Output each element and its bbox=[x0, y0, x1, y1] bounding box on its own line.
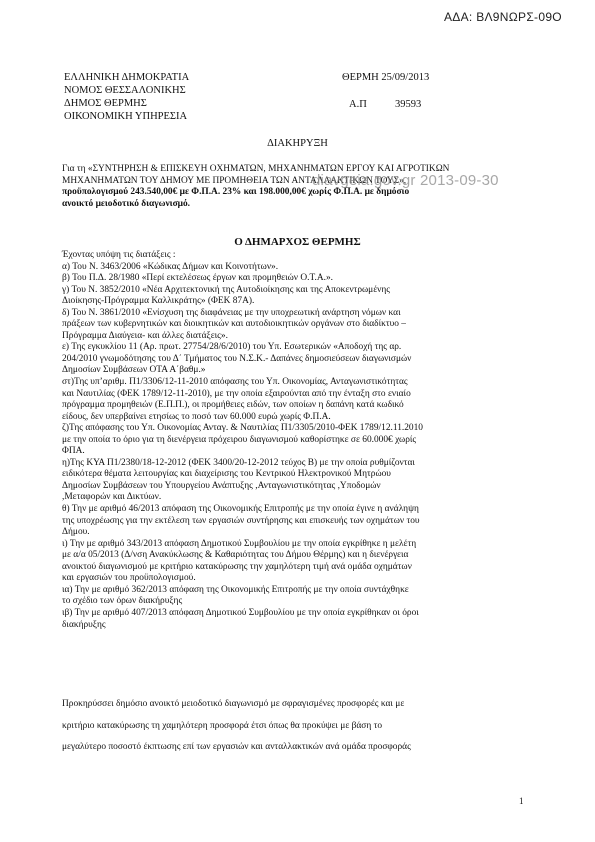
protocol-ref bbox=[349, 98, 421, 111]
issuer-line: ΕΛΛΗΝΙΚΗ ΔΗΜΟΚΡΑΤΙΑ bbox=[64, 72, 190, 83]
text-line: ΦΠΑ. bbox=[62, 446, 85, 457]
text-line: και Ναυτιλίας (ΦΕΚ 1789/12-11-2010), με την οποία εξαιρούνται από την ένταξη στο ενιαίο bbox=[62, 388, 411, 399]
section-title: Ο ΔΗΜΑΡΧΟΣ ΘΕΡΜΗΣ bbox=[234, 236, 361, 248]
closing-text bbox=[62, 690, 540, 763]
text-line: Έχοντας υπόψη τις διατάξεις : bbox=[62, 250, 176, 260]
text-line: πράξεων των κυβερνητικών και διοικητικών και αυτοδιοικητικών οργάνων στο διαδίκτυο – bbox=[62, 319, 406, 330]
diavgeia-watermark: diavgeia.gov.gr 2013-09-30 bbox=[312, 172, 499, 189]
text-line: κριτήριο κατακύρωσης τη χαμηλότερη προσφορά έτσι όπως θα προκύψει με βάση το bbox=[62, 720, 383, 731]
issuer-block bbox=[64, 71, 189, 123]
text-line: μεγαλύτερο ποσοστό έκπτωσης επί των εργασιών και ανταλλακτικών ανά ομάδα προσφοράς bbox=[62, 741, 411, 752]
text-line: Δημοσίων Συμβάσεων του Υπουργείου Ανάπτυξης ,Ανταγωνιστικότητας ,Υποδομών bbox=[62, 480, 381, 491]
issuer-line: ΝΟΜΟΣ ΘΕΣΣΑΛΟΝΙΚΗΣ bbox=[64, 85, 186, 96]
text-line: ιβ) Την με αριθμό 407/2013 απόφαση Δημοτικού Συμβουλίου με την οποία εγκρίθηκαν οι όροι bbox=[62, 607, 419, 618]
text-line: Πρόγραμμα Διαύγεια- και άλλες διατάξεις». bbox=[62, 330, 228, 341]
text-line: δ) Του Ν. 3861/2010 «Ενίσχυση της διαφάνειας με την υποχρεωτική ανάρτηση νόμων και bbox=[62, 307, 401, 318]
text-line: στ)Της υπ’αριθμ. Π1/3306/12-11-2010 απόφασης του Υπ. Οικονομίας, Ανταγωνιστικότητας bbox=[62, 377, 408, 388]
text-line: Διοίκησης-Πρόγραμμα Καλλικράτης» (ΦΕΚ 87Α). bbox=[62, 296, 255, 307]
body-text bbox=[62, 250, 540, 631]
text-line: 204/2010 γνωμοδότησης του Δ΄ Τμήματος του Ν.Σ.Κ.- Δαπάνες δημοσιεύσεων διαγωνισμών bbox=[62, 353, 412, 364]
text-line: θ) Την με αριθμό 46/2013 απόφαση της Οικονομικής Επιτροπής με την οποία έγινε η ανάληψη bbox=[62, 504, 419, 515]
issuer-line: ΟΙΚΟΝΟΜΙΚΗ ΥΠΗΡΕΣΙΑ bbox=[64, 111, 188, 122]
text-line: διακήρυξης bbox=[62, 619, 106, 630]
subject-line: ανοικτό μειοδοτικό διαγωνισμό. bbox=[62, 198, 191, 209]
text-line: το σχέδιο των όρων διακήρυξης bbox=[62, 596, 183, 607]
text-line: γ) Του Ν. 3852/2010 «Νέα Αρχιτεκτονική της Αυτοδιοίκησης και της Αποκεντρωμένης bbox=[62, 284, 390, 295]
subject-line: Για τη «ΣΥΝΤΗΡΗΣΗ & ΕΠΙΣΚΕΥΗ ΟΧΗΜΑΤΩΝ, ΜΗΧΑΝΗΜΑΤΩΝ ΕΡΓΟΥ ΚΑΙ ΑΓΡΟΤΙΚΩΝ bbox=[62, 164, 450, 174]
protocol-label: Α.Π bbox=[349, 99, 367, 110]
text-line: και εργασιών του προϋπολογισμού. bbox=[62, 573, 196, 584]
subject-line: προϋπολογισμού 243.540,00€ με Φ.Π.Α. 23% και 198.000,00€ χωρίς Φ.Π.Α. με δημόσιο bbox=[62, 187, 410, 197]
ada-code: ΑΔΑ: ΒΛ9ΝΩΡΣ-09Ο bbox=[444, 10, 562, 24]
text-line: με α/α 05/2013 (Δ/νση Ανακύκλωσης & Καθαριότητας του Δήμου Θέρμης) και η διενέργεια bbox=[62, 550, 409, 561]
text-line: ανοικτού διαγωνισμού με κριτήριο κατακύρωσης την χαμηλότερη τιμή ανά ομάδα οχημάτων bbox=[62, 561, 412, 572]
text-line: ειδικότερα θέματα λειτουργίας και διαχείρισης του Κεντρικού Ηλεκτρονικού Μητρώου bbox=[62, 469, 391, 480]
protocol-number: 39593 bbox=[395, 99, 422, 110]
text-line: Δήμου. bbox=[62, 527, 90, 538]
text-line: ε) Της εγκυκλίου 11 (Αρ. πρωτ. 27754/28/6/2010) του Υπ. Εσωτερικών «Αποδοχή της αρ. bbox=[62, 342, 402, 353]
text-line: ζ)Της απόφασης του Υπ. Οικονομίας Ανταγ. & Ναυτιλίας Π1/3305/2010-ΦΕΚ 1789/12.11.2010 bbox=[62, 423, 423, 434]
text-line: α) Του Ν. 3463/2006 «Κώδικας Δήμων και Κοινοτήτων». bbox=[62, 261, 279, 272]
text-line: Δημοσίων Συμβάσεων ΟΤΑ Α΄βαθμ.» bbox=[62, 365, 206, 376]
text-line: Προκηρύσσει δημόσιο ανοικτό μειοδοτικό διαγωνισμό με σφραγισμένες προσφορές και με bbox=[62, 699, 405, 710]
document-title: ΔΙΑΚΗΡΥΞΗ bbox=[267, 138, 328, 149]
text-line: ,Μεταφορών και Δικτύων. bbox=[62, 492, 162, 503]
place-date: ΘΕΡΜΗ 25/09/2013 bbox=[342, 72, 430, 83]
text-line: είδους, δεν υπερβαίνει ετησίως το ποσό των 60.000 ευρώ χωρίς Φ.Π.Α. bbox=[62, 411, 331, 422]
text-line: της υποχρέωσης για την εκτέλεση των εργασιών συντήρησης και επισκευής των οχημάτων του bbox=[62, 515, 420, 526]
text-line: πρόγραμμα προμηθειών (Ε.Π.Π.), οι προμήθειες ειδών, των οποίων η δαπάνη κατά κωδικό bbox=[62, 400, 404, 411]
text-line: β) Του Π.Δ. 28/1980 «Περί εκτελέσεως έργων και προμηθειών Ο.Τ.Α.». bbox=[62, 273, 334, 284]
subject-line: ΜΗΧΑΝΗΜΑΤΩΝ ΤΟΥ ΔΗΜΟΥ ΜΕ ΠΡΟΜΗΘΕΙΑ ΤΩΝ ΑΝΤΑΛΛΑΚΤΙΚΩΝ ΤΟΥΣ», bbox=[62, 175, 407, 186]
page-number: 1 bbox=[519, 796, 524, 806]
text-line: ι) Την με αριθμό 343/2013 απόφαση Δημοτικού Συμβουλίου με την οποία εγκρίθηκε η μελέτη bbox=[62, 538, 417, 549]
text-line: με την οποία το όριο για τη διενέργεια πρόχειρου διαγωνισμού καθορίστηκε σε 60.000€ χωρίς bbox=[62, 434, 417, 445]
issuer-line: ΔΗΜΟΣ ΘΕΡΜΗΣ bbox=[64, 98, 147, 109]
text-line: ια) Την με αριθμό 362/2013 απόφαση της Οικονομικής Επιτροπής με την οποία συντάχθηκε bbox=[62, 584, 409, 595]
text-line: η)Της ΚΥΑ Π1/2380/18-12-2012 (ΦΕΚ 3400/20-12-2012 τεύχος Β) με την οποία ρυθμίζονται bbox=[62, 457, 415, 468]
